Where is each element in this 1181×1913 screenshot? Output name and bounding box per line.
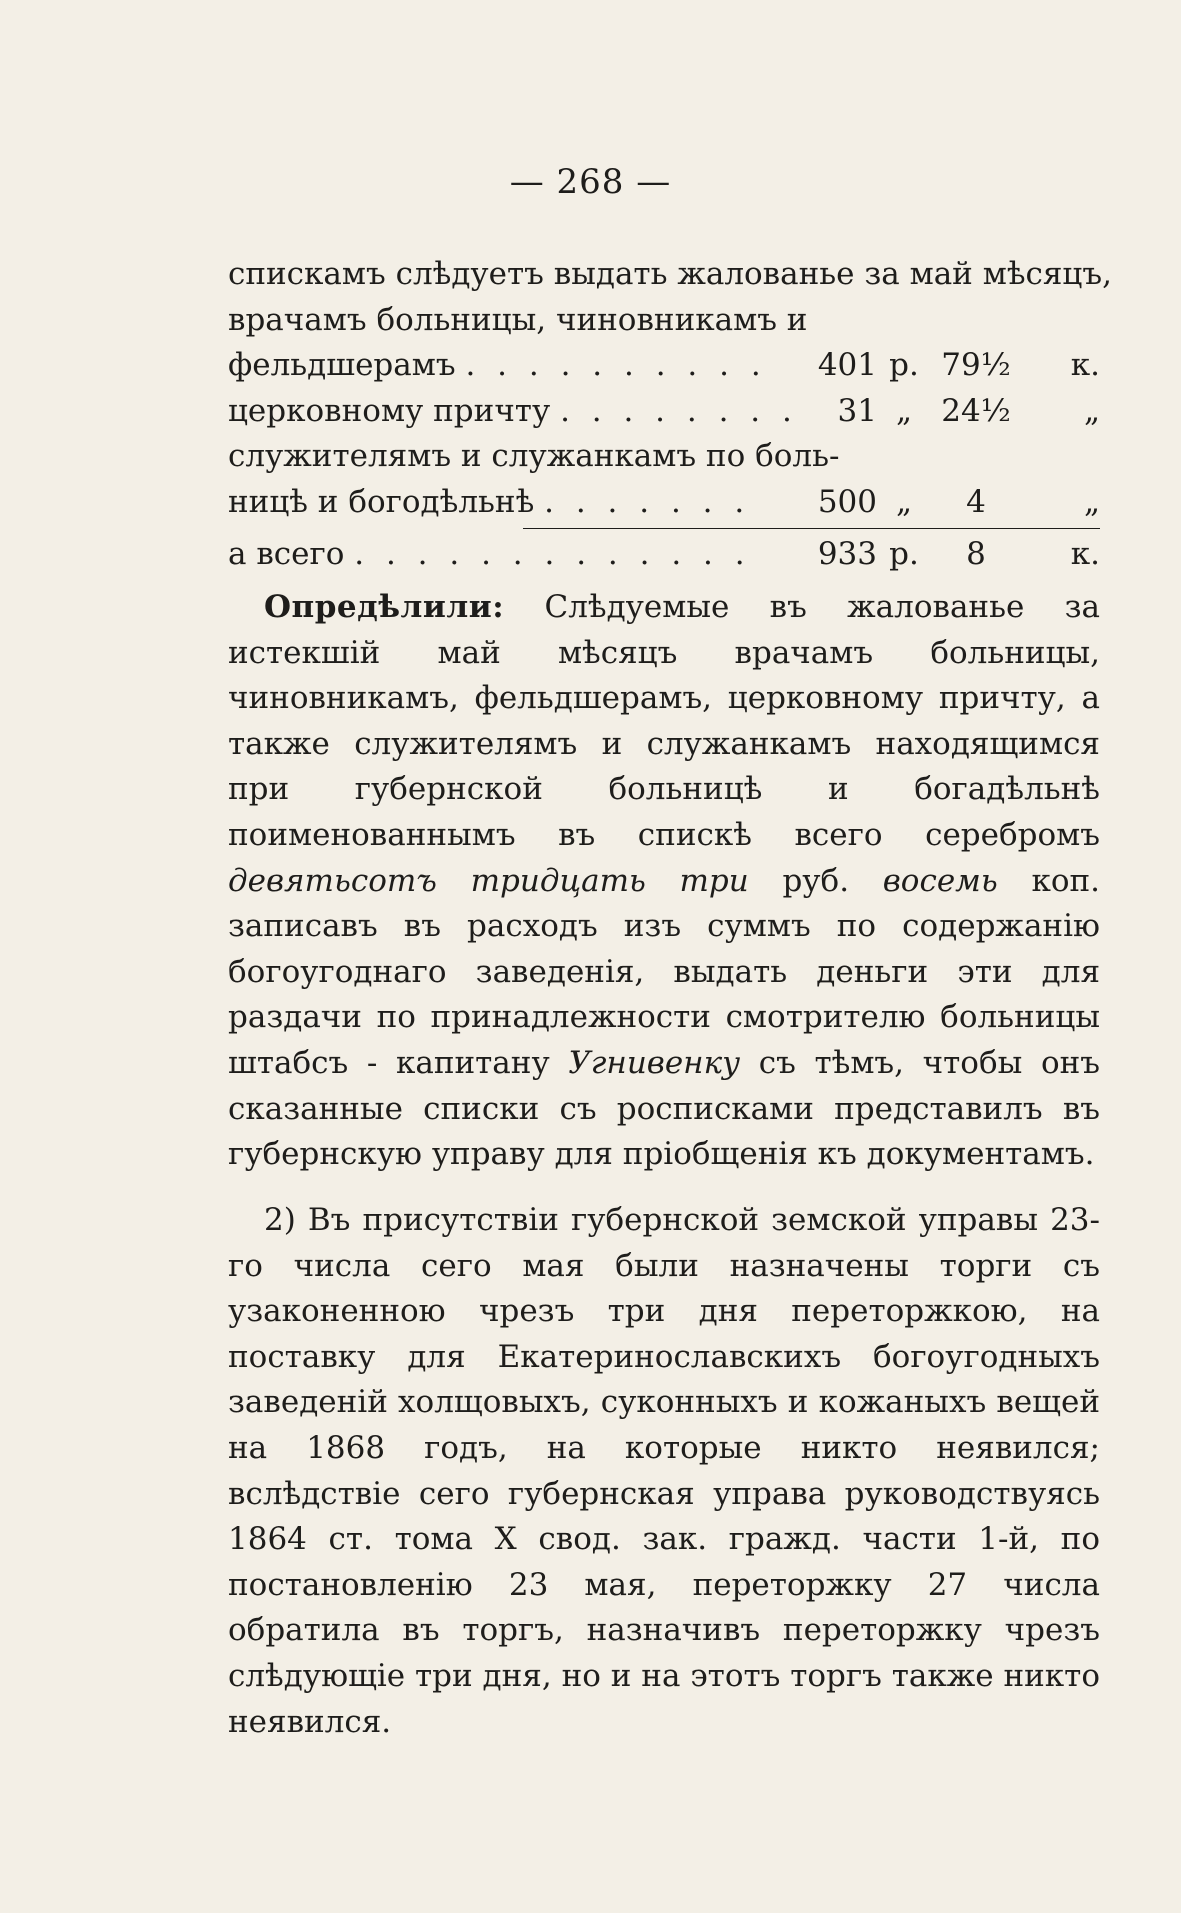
amount-kopecks: 4 — [966, 483, 986, 520]
leader-dots: . . . . . . . . . . — [465, 347, 767, 384]
kopeck-unit: „ — [1083, 392, 1100, 429]
item-2-paragraph — [228, 1198, 1100, 1745]
resolution-text: коп. записавъ въ расходъ изъ суммъ по содержанію богоугоднаго заведенія, выдать деньги эти для раздачи по принадлежности смотрителю больницы штабсъ - капитану — [228, 862, 1100, 1081]
page-number: — 268 — — [509, 162, 672, 202]
amount-kopecks: 79½ — [941, 347, 1011, 384]
recipient-name: Угнивенку — [568, 1044, 741, 1081]
sum-rule — [523, 528, 1100, 529]
account-row — [228, 434, 1100, 480]
accounts-intro-line-1: спискамъ слѣдуетъ выдать жалованье за май мѣсяцъ, — [228, 256, 1112, 292]
accounts-intro-line-2: врачамъ больницы, чиновникамъ и — [228, 301, 808, 338]
total-rubles: 933 — [817, 535, 877, 572]
total-row — [228, 532, 1100, 578]
ruble-unit: „ — [895, 392, 913, 429]
kopeck-unit: к. — [1070, 347, 1100, 384]
total-label: а всего — [228, 535, 345, 572]
resolution-paragraph — [228, 585, 1100, 1178]
item-2-text: 2) Въ присутствіи губернской земской управы 23-го числа сего мая были назначены торги съ узаконенною чрезъ три дня переторжкою, на поставку для Екатеринославскихъ богоугодныхъ заведеній холщовыхъ, суконныхъ и кожаныхъ вещей на 1868 годъ, на которые никто неявился; вслѣдствіе сего губернская управа руководствуясь 1864 ст. тома X свод. зак. гражд. части 1-й, по постановленію 23 мая, переторжку 27 числа обратила въ торгъ, назначивъ переторжку чрезъ слѣдующіе три дня, но и на этотъ торгъ также никто неявился. — [228, 1202, 1100, 1740]
amount-rubles: 500 — [817, 483, 877, 520]
ruble-unit: р. — [889, 535, 919, 572]
amount-rubles-words: девятьсотъ тридцать три — [228, 862, 749, 899]
total-kopecks: 8 — [966, 535, 986, 572]
resolution-text: руб. — [748, 862, 883, 899]
account-row — [228, 480, 1100, 526]
ruble-unit: р. — [889, 347, 919, 384]
accounts-block — [228, 252, 1112, 577]
account-label: церковному причту — [228, 392, 551, 429]
amount-rubles: 31 — [837, 392, 877, 429]
resolution-text: съ тѣмъ, чтобы онъ сказанные списки съ росписками представилъ въ губернскую управу для пріобщенія къ документамъ. — [228, 1044, 1100, 1173]
kopeck-unit: к. — [1070, 535, 1100, 572]
account-label: ницѣ и богодѣльнѣ — [228, 483, 535, 520]
account-row — [228, 389, 1100, 435]
leader-dots: . . . . . . . . . . . . . — [354, 535, 751, 572]
account-label: фельдшерамъ — [228, 347, 456, 384]
resolution-lead: Опредѣлили: — [264, 589, 505, 625]
kopeck-unit: „ — [1083, 483, 1100, 520]
leader-dots: . . . . . . . . — [560, 392, 798, 429]
leader-dots: . . . . . . . — [544, 483, 751, 520]
account-label: служителямъ и служанкамъ по боль- — [228, 438, 840, 475]
ruble-unit: „ — [895, 483, 913, 520]
amount-kopecks: 24½ — [941, 392, 1011, 429]
resolution-text: Слѣдуемые въ жалованье за истекшій май мѣсяцъ врачамъ больницы, чиновникамъ, фельдшерамъ, церковному причту, а также служителямъ и служанкамъ находящимся при губернской больницѣ и богадѣльнѣ поименованнымъ въ спискѣ всего серебромъ — [228, 589, 1100, 853]
account-row — [228, 343, 1100, 389]
amount-kopecks-words: восемь — [882, 862, 998, 899]
amount-rubles: 401 — [817, 347, 877, 384]
